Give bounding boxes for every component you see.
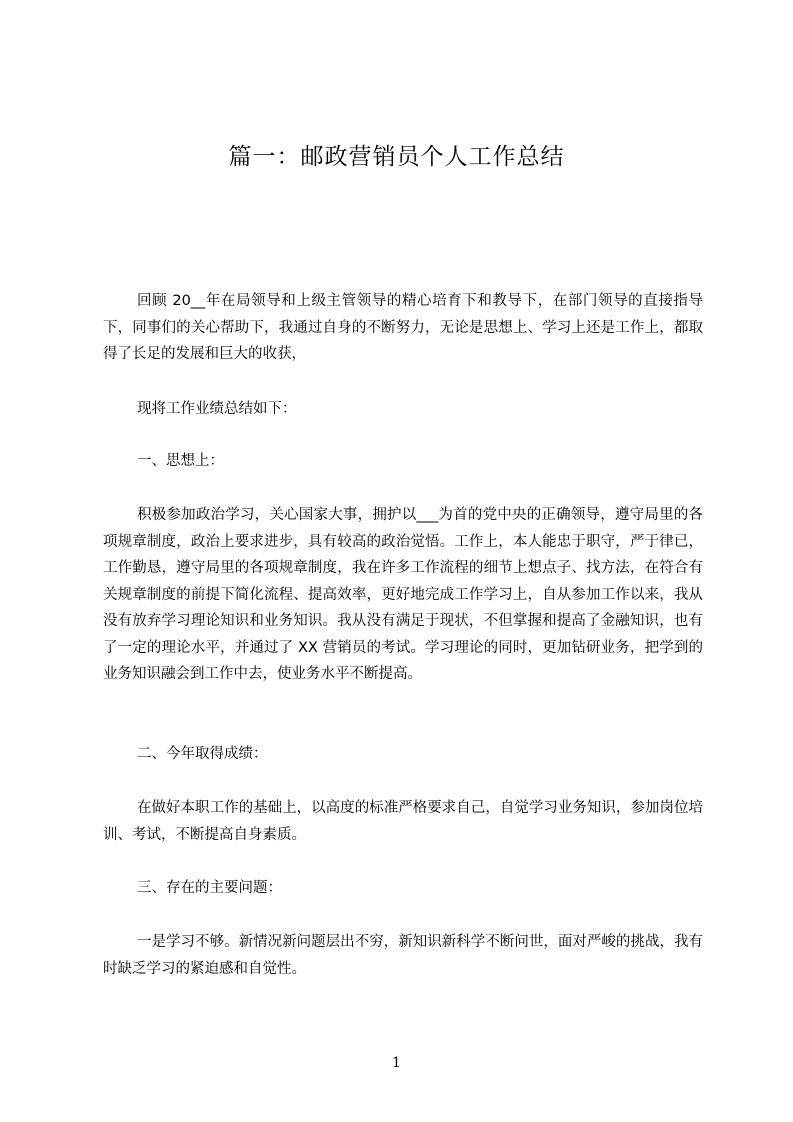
document-title: 篇一：邮政营销员个人工作总结 bbox=[228, 144, 565, 170]
summary-lead: 现将工作业绩总结如下： bbox=[137, 401, 297, 417]
section-body-thought: 积极参加政治学习，关心国家大事，拥护以___为首的党中央的正确领导，遵守局里的各项规章制度，政治上要求进步，具有较高的政治觉悟。工作上，本人能忠于职守，严于律已，工作勤恳，遵守局里的各项规章制度，我在许多工作流程的细节上想点子、找方法，在符合有关规章制度的前提下简化流程、提高效率，更好地完成工作学习上，自从参加工作以来，我从没有放弃学习理论知识和业务知识。我从没有满足于现状，不但掌握和提高了金融知识，也有了一定的理论水平，并通过了 XX 营销员的考试。学习理论的同时，更加钻研业务，把学到的业务知识融会到工作中去，使业务水平不断提高。 bbox=[103, 507, 703, 682]
page-number: 1 bbox=[392, 1055, 401, 1071]
section-body-problems: 一是学习不够。新情况新问题层出不穷，新知识新科学不断问世，面对严峻的挑战，我有时缺乏学习的紧迫感和自觉性。 bbox=[103, 934, 703, 977]
intro-paragraph: 回顾 20__年在局领导和上级主管领导的精心培育下和教导下，在部门领导的直接指导下，同事们的关心帮助下，我通过自身的不断努力，无论是思想上、学习上还是工作上，都取得了长足的发展和巨大的收获， bbox=[103, 293, 703, 362]
section-heading-problems: 三、存在的主要问题： bbox=[137, 880, 282, 896]
section-heading-achievements: 二、今年取得成绩： bbox=[137, 746, 268, 762]
section-body-achievements: 在做好本职工作的基础上，以高度的标准严格要求自己，自觉学习业务知识，参加岗位培训、考试，不断提高自身素质。 bbox=[103, 800, 703, 843]
section-heading-thought: 一、思想上： bbox=[137, 453, 224, 469]
